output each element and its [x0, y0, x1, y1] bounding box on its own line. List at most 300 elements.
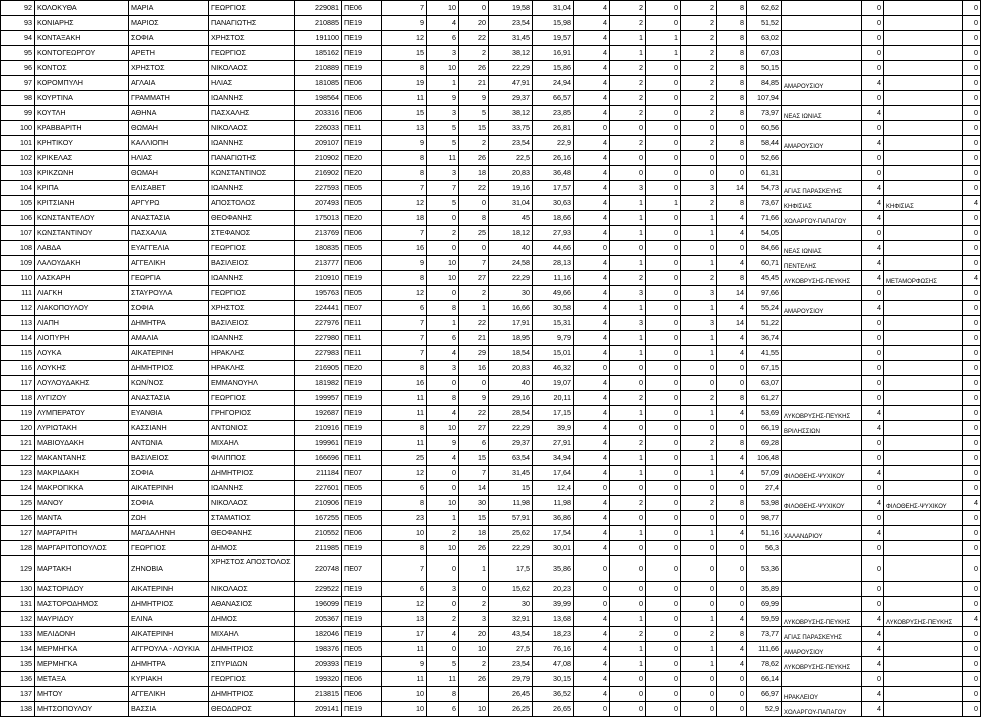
- criterion-cell: 0: [681, 376, 717, 391]
- service-score-cell: 17,5: [489, 556, 533, 582]
- other-score-cell: 36,52: [533, 687, 574, 702]
- days-cell: 18: [459, 526, 489, 541]
- years-cell: 16: [382, 376, 427, 391]
- specialty-cell: ΠΕ19: [342, 657, 382, 672]
- municipality-2-points-cell: 0: [963, 181, 981, 196]
- criterion-cell: 3: [681, 286, 717, 301]
- row-number: 114: [1, 331, 35, 346]
- total-score-cell: 53,36: [747, 556, 782, 582]
- table-row: [1, 226, 981, 241]
- criterion-cell: 0: [717, 151, 747, 166]
- total-score-cell: 54,05: [747, 226, 782, 241]
- criterion-cell: 2: [681, 196, 717, 211]
- days-cell: 2: [459, 286, 489, 301]
- other-score-cell: 27,93: [533, 226, 574, 241]
- criterion-cell: 4: [574, 91, 610, 106]
- registry-code-cell: 227593: [295, 181, 342, 196]
- registry-code-cell: 166696: [295, 451, 342, 466]
- father-name-cell: ΜΙΧΑΗΛ: [209, 436, 295, 451]
- first-name-cell: ΑΝΑΣΤΑΣΙΑ: [129, 211, 209, 226]
- municipality-1-cell: [782, 271, 862, 286]
- years-cell: 11: [382, 406, 427, 421]
- municipality-label: ΑΜΑΡΟΥΣΙΟΥ: [784, 309, 824, 315]
- municipality-2-points-cell: 0: [963, 421, 981, 436]
- father-name-cell: ΑΘΑΝΑΣΙΟΣ: [209, 597, 295, 612]
- service-score-cell: 18,12: [489, 226, 533, 241]
- criterion-cell: 1: [681, 301, 717, 316]
- registry-code-cell: 180835: [295, 241, 342, 256]
- municipality-1-points-cell: 0: [862, 46, 884, 61]
- years-cell: 11: [382, 91, 427, 106]
- other-score-cell: 26,81: [533, 121, 574, 136]
- specialty-cell: ΠΕ19: [342, 627, 382, 642]
- municipality-2-cell: [884, 226, 963, 241]
- row-number: 136: [1, 672, 35, 687]
- municipality-label: ΛΥΚΟΒΡΥΣΗΣ-ΠΕΥΚΗΣ: [886, 620, 953, 626]
- criterion-cell: 4: [717, 346, 747, 361]
- criterion-cell: 2: [610, 61, 646, 76]
- specialty-cell: ΠΕ20: [342, 361, 382, 376]
- registry-code-cell: 227980: [295, 331, 342, 346]
- criterion-cell: 0: [610, 702, 646, 717]
- years-cell: 7: [382, 331, 427, 346]
- table-row: [1, 211, 981, 226]
- specialty-cell: ΠΕ06: [342, 226, 382, 241]
- months-cell: 10: [427, 271, 459, 286]
- municipality-label: ΛΥΚΟΒΡΥΣΗΣ-ΠΕΥΚΗΣ: [784, 279, 851, 285]
- surname-cell: ΜΑΡΓΑΡΙΤΗ: [35, 526, 129, 541]
- days-cell: 2: [459, 597, 489, 612]
- years-cell: 19: [382, 76, 427, 91]
- municipality-2-cell: [884, 406, 963, 421]
- father-name-cell: ΒΑΣΙΛΕΙΟΣ: [209, 256, 295, 271]
- specialty-cell: ΠΕ11: [342, 346, 382, 361]
- row-number: 107: [1, 226, 35, 241]
- surname-cell: ΚΡΙΚΕΛΑΣ: [35, 151, 129, 166]
- years-cell: 12: [382, 466, 427, 481]
- days-cell: 7: [459, 256, 489, 271]
- municipality-1-cell: [782, 657, 862, 672]
- municipality-1-points-cell: 4: [862, 526, 884, 541]
- criterion-cell: 1: [610, 526, 646, 541]
- criterion-cell: 0: [646, 301, 681, 316]
- municipality-label: ΦΙΛΟΘΕΗΣ-ΨΥΧΙΚΟΥ: [784, 474, 845, 480]
- first-name-cell: ΑΓΓΡΟΥΛΑ - ΛΟΥΚΙΑ: [129, 642, 209, 657]
- months-cell: 4: [427, 406, 459, 421]
- municipality-2-cell: [884, 31, 963, 46]
- first-name-cell: ΖΗΝΟΒΙΑ: [129, 556, 209, 582]
- years-cell: 17: [382, 627, 427, 642]
- total-score-cell: 27,4: [747, 481, 782, 496]
- criterion-cell: 4: [717, 331, 747, 346]
- specialty-cell: ΠΕ06: [342, 687, 382, 702]
- months-cell: 10: [427, 496, 459, 511]
- months-cell: 4: [427, 16, 459, 31]
- criterion-cell: 1: [610, 657, 646, 672]
- surname-cell: ΚΟΥΤΛΗ: [35, 106, 129, 121]
- registry-code-cell: 213777: [295, 256, 342, 271]
- table-row: [1, 466, 981, 481]
- municipality-2-points-cell: 0: [963, 286, 981, 301]
- specialty-cell: ΠΕ19: [342, 271, 382, 286]
- first-name-cell: ΕΛΙΣΑΒΕΤ: [129, 181, 209, 196]
- criterion-cell: 2: [610, 106, 646, 121]
- municipality-2-cell: [884, 256, 963, 271]
- criterion-cell: 0: [717, 582, 747, 597]
- months-cell: 8: [427, 687, 459, 702]
- days-cell: 16: [459, 361, 489, 376]
- municipality-2-points-cell: 0: [963, 256, 981, 271]
- father-name-cell: ΙΩΑΝΝΗΣ: [209, 91, 295, 106]
- criterion-cell: 0: [646, 256, 681, 271]
- father-name-cell: ΙΩΑΝΝΗΣ: [209, 331, 295, 346]
- months-cell: 0: [427, 286, 459, 301]
- total-score-cell: 57,09: [747, 466, 782, 481]
- years-cell: 6: [382, 301, 427, 316]
- years-cell: 10: [382, 687, 427, 702]
- years-cell: 7: [382, 556, 427, 582]
- months-cell: 3: [427, 46, 459, 61]
- municipality-1-cell: [782, 241, 862, 256]
- other-score-cell: 18,66: [533, 211, 574, 226]
- days-cell: 3: [459, 612, 489, 627]
- row-number: 126: [1, 511, 35, 526]
- specialty-cell: ΠΕ19: [342, 61, 382, 76]
- criterion-cell: 1: [610, 451, 646, 466]
- criterion-cell: 0: [574, 597, 610, 612]
- criterion-cell: 1: [610, 211, 646, 226]
- criterion-cell: 0: [646, 16, 681, 31]
- registry-code-cell: 203316: [295, 106, 342, 121]
- total-score-cell: 106,48: [747, 451, 782, 466]
- months-cell: 9: [427, 91, 459, 106]
- criterion-cell: 2: [610, 16, 646, 31]
- municipality-1-cell: [782, 181, 862, 196]
- municipality-2-cell: [884, 196, 963, 211]
- row-number: 98: [1, 91, 35, 106]
- municipality-1-cell: [782, 496, 862, 511]
- registry-code-cell: 210906: [295, 496, 342, 511]
- table-row: [1, 151, 981, 166]
- specialty-cell: ΠΕ20: [342, 211, 382, 226]
- surname-cell: ΚΟΡΟΜΠΥΛΗ: [35, 76, 129, 91]
- total-score-cell: 51,22: [747, 316, 782, 331]
- criterion-cell: 4: [574, 496, 610, 511]
- municipality-2-points-cell: 0: [963, 46, 981, 61]
- municipality-1-cell: [782, 1, 862, 16]
- municipality-1-cell: [782, 121, 862, 136]
- specialty-cell: ΠΕ06: [342, 256, 382, 271]
- criterion-cell: 2: [610, 627, 646, 642]
- criterion-cell: 14: [717, 286, 747, 301]
- municipality-2-cell: [884, 346, 963, 361]
- criterion-cell: 0: [610, 376, 646, 391]
- row-number: 94: [1, 31, 35, 46]
- specialty-cell: ΠΕ19: [342, 582, 382, 597]
- criterion-cell: 1: [610, 642, 646, 657]
- days-cell: 0: [459, 196, 489, 211]
- criterion-cell: 3: [681, 181, 717, 196]
- specialty-cell: ΠΕ11: [342, 331, 382, 346]
- specialty-cell: ΠΕ11: [342, 316, 382, 331]
- surname-cell: ΜΑΝΤΑ: [35, 511, 129, 526]
- table-row: [1, 316, 981, 331]
- father-name-cell: ΑΠΟΣΤΟΛΟΣ: [209, 196, 295, 211]
- service-score-cell: 25,62: [489, 526, 533, 541]
- row-number: 105: [1, 196, 35, 211]
- days-cell: 26: [459, 151, 489, 166]
- total-score-cell: 53,69: [747, 406, 782, 421]
- other-score-cell: 35,86: [533, 556, 574, 582]
- specialty-cell: ΠΕ05: [342, 642, 382, 657]
- criterion-cell: 2: [610, 436, 646, 451]
- criterion-cell: 0: [646, 481, 681, 496]
- total-score-cell: 56,3: [747, 541, 782, 556]
- father-name-cell: ΣΤΕΦΑΝΟΣ: [209, 226, 295, 241]
- surname-cell: ΜΑΒΙΟΥΔΑΚΗ: [35, 436, 129, 451]
- criterion-cell: 4: [574, 511, 610, 526]
- surname-cell: ΚΟΛΟΚΥΘΑ: [35, 1, 129, 16]
- total-score-cell: 67,15: [747, 361, 782, 376]
- years-cell: 8: [382, 421, 427, 436]
- days-cell: 20: [459, 16, 489, 31]
- first-name-cell: ΓΕΩΡΓΙΑ: [129, 271, 209, 286]
- municipality-2-points-cell: 0: [963, 376, 981, 391]
- criterion-cell: 2: [681, 136, 717, 151]
- total-score-cell: 62,62: [747, 1, 782, 16]
- criterion-cell: 1: [681, 226, 717, 241]
- specialty-cell: ΠΕ20: [342, 166, 382, 181]
- specialty-cell: ΠΕ06: [342, 526, 382, 541]
- first-name-cell: ΔΗΜΗΤΡΑ: [129, 316, 209, 331]
- criterion-cell: 4: [574, 166, 610, 181]
- row-number: 103: [1, 166, 35, 181]
- table-row: [1, 106, 981, 121]
- table-row: [1, 436, 981, 451]
- criterion-cell: 4: [717, 642, 747, 657]
- first-name-cell: ΘΩΜΑΗ: [129, 166, 209, 181]
- criterion-cell: 0: [610, 511, 646, 526]
- specialty-cell: ΠΕ11: [342, 451, 382, 466]
- criterion-cell: 0: [646, 391, 681, 406]
- table-row: [1, 556, 981, 582]
- criterion-cell: 1: [610, 46, 646, 61]
- service-score-cell: 22,29: [489, 61, 533, 76]
- municipality-1-points-cell: 4: [862, 421, 884, 436]
- registry-code-cell: 210916: [295, 421, 342, 436]
- table-row: [1, 61, 981, 76]
- municipality-1-cell: [782, 361, 862, 376]
- days-cell: 26: [459, 672, 489, 687]
- service-score-cell: 22,29: [489, 541, 533, 556]
- criterion-cell: 8: [717, 31, 747, 46]
- other-score-cell: 49,66: [533, 286, 574, 301]
- table-row: [1, 16, 981, 31]
- days-cell: 0: [459, 1, 489, 16]
- municipality-2-cell: [884, 466, 963, 481]
- months-cell: 10: [427, 421, 459, 436]
- criterion-cell: 0: [646, 627, 681, 642]
- service-score-cell: 17,91: [489, 316, 533, 331]
- service-score-cell: 18,95: [489, 331, 533, 346]
- years-cell: 13: [382, 121, 427, 136]
- other-score-cell: 39,99: [533, 597, 574, 612]
- table-row: [1, 657, 981, 672]
- registry-code-cell: 199961: [295, 436, 342, 451]
- criterion-cell: 0: [610, 582, 646, 597]
- first-name-cell: ΒΑΣΣΙΑ: [129, 702, 209, 717]
- days-cell: 8: [459, 211, 489, 226]
- years-cell: 11: [382, 391, 427, 406]
- first-name-cell: ΑΓΓΕΛΙΚΗ: [129, 687, 209, 702]
- first-name-cell: ΑΓΓΕΛΙΚΗ: [129, 256, 209, 271]
- criterion-cell: 0: [574, 241, 610, 256]
- father-name-cell: ΙΩΑΝΝΗΣ: [209, 181, 295, 196]
- other-score-cell: 15,31: [533, 316, 574, 331]
- total-score-cell: 60,71: [747, 256, 782, 271]
- municipality-2-cell: [884, 136, 963, 151]
- registry-code-cell: 226033: [295, 121, 342, 136]
- criterion-cell: 8: [717, 61, 747, 76]
- criterion-cell: 0: [610, 361, 646, 376]
- criterion-cell: 0: [646, 166, 681, 181]
- municipality-2-cell: [884, 1, 963, 16]
- municipality-2-points-cell: 0: [963, 526, 981, 541]
- municipality-label: ΧΟΛΑΡΓΟΥ-ΠΑΠΑΓΟΥ: [784, 219, 847, 225]
- father-name-cell: ΓΕΩΡΓΙΟΣ: [209, 241, 295, 256]
- municipality-1-points-cell: 4: [862, 642, 884, 657]
- municipality-2-cell: [884, 612, 963, 627]
- criterion-cell: 0: [717, 361, 747, 376]
- table-row: [1, 76, 981, 91]
- surname-cell: ΛΙΑΠΗ: [35, 316, 129, 331]
- municipality-1-cell: [782, 642, 862, 657]
- criterion-cell: 0: [610, 541, 646, 556]
- surname-cell: ΚΟΝΙΑΡΗΣ: [35, 16, 129, 31]
- row-number: 113: [1, 316, 35, 331]
- criterion-cell: 2: [610, 1, 646, 16]
- father-name-cell: ΙΩΑΝΝΗΣ: [209, 271, 295, 286]
- total-score-cell: 71,66: [747, 211, 782, 226]
- other-score-cell: 11,16: [533, 271, 574, 286]
- municipality-2-points-cell: 4: [963, 196, 981, 211]
- municipality-2-points-cell: 0: [963, 211, 981, 226]
- surname-cell: ΛΙΑΚΟΠΟΥΛΟΥ: [35, 301, 129, 316]
- municipality-1-points-cell: 4: [862, 657, 884, 672]
- municipality-2-points-cell: 0: [963, 106, 981, 121]
- other-score-cell: 66,57: [533, 91, 574, 106]
- row-number: 134: [1, 642, 35, 657]
- father-name-cell: ΙΩΑΝΝΗΣ: [209, 481, 295, 496]
- criterion-cell: 4: [717, 657, 747, 672]
- father-name-cell: ΔΗΜΟΣ: [209, 541, 295, 556]
- registry-code-cell: 220748: [295, 556, 342, 582]
- surname-cell: ΜΕΡΜΗΓΚΑ: [35, 657, 129, 672]
- first-name-cell: ΕΛΙΝΑ: [129, 612, 209, 627]
- father-name-cell: ΗΛΙΑΣ: [209, 76, 295, 91]
- municipality-1-points-cell: 4: [862, 271, 884, 286]
- municipality-1-points-cell: 0: [862, 511, 884, 526]
- father-name-cell: ΗΡΑΚΛΗΣ: [209, 346, 295, 361]
- criterion-cell: 0: [574, 121, 610, 136]
- row-number: 117: [1, 376, 35, 391]
- months-cell: 0: [427, 642, 459, 657]
- days-cell: 6: [459, 436, 489, 451]
- municipality-1-points-cell: 4: [862, 76, 884, 91]
- row-number: 120: [1, 421, 35, 436]
- criterion-cell: 1: [681, 612, 717, 627]
- criterion-cell: 0: [681, 687, 717, 702]
- municipality-1-points-cell: 0: [862, 151, 884, 166]
- table-row: [1, 406, 981, 421]
- father-name-cell: ΧΡΗΣΤΟΣ ΑΠΟΣΤΟΛΟΣ: [209, 556, 295, 582]
- criterion-cell: 2: [610, 496, 646, 511]
- criterion-cell: 1: [610, 31, 646, 46]
- criterion-cell: 0: [646, 582, 681, 597]
- municipality-1-points-cell: 4: [862, 256, 884, 271]
- municipality-label: ΑΓΙΑΣ ΠΑΡΑΣΚΕΥΗΣ: [784, 635, 843, 641]
- municipality-2-cell: [884, 61, 963, 76]
- row-number: 104: [1, 181, 35, 196]
- first-name-cell: ΘΩΜΑΗ: [129, 121, 209, 136]
- municipality-2-points-cell: 0: [963, 597, 981, 612]
- municipality-2-cell: [884, 702, 963, 717]
- municipality-1-cell: [782, 511, 862, 526]
- criterion-cell: 0: [646, 496, 681, 511]
- years-cell: 6: [382, 582, 427, 597]
- municipality-2-points-cell: 0: [963, 76, 981, 91]
- criterion-cell: 0: [681, 702, 717, 717]
- municipality-1-cell: [782, 391, 862, 406]
- days-cell: 30: [459, 496, 489, 511]
- municipality-1-cell: [782, 627, 862, 642]
- row-number: 122: [1, 451, 35, 466]
- father-name-cell: ΘΕΟΦΑΝΗΣ: [209, 526, 295, 541]
- specialty-cell: ΠΕ06: [342, 91, 382, 106]
- criterion-cell: 0: [610, 672, 646, 687]
- first-name-cell: ΗΛΙΑΣ: [129, 151, 209, 166]
- other-score-cell: 30,63: [533, 196, 574, 211]
- table-row: [1, 391, 981, 406]
- other-score-cell: 15,01: [533, 346, 574, 361]
- surname-cell: ΜΗΤΣΟΠΟΥΛΟΥ: [35, 702, 129, 717]
- criterion-cell: 0: [610, 151, 646, 166]
- municipality-2-cell: [884, 451, 963, 466]
- municipality-1-points-cell: 0: [862, 121, 884, 136]
- table-row: [1, 1, 981, 16]
- years-cell: 25: [382, 451, 427, 466]
- father-name-cell: ΘΕΟΦΑΝΗΣ: [209, 211, 295, 226]
- days-cell: 22: [459, 316, 489, 331]
- criterion-cell: 0: [646, 316, 681, 331]
- row-number: 102: [1, 151, 35, 166]
- total-score-cell: 51,16: [747, 526, 782, 541]
- municipality-label: ΠΕΝΤΕΛΗΣ: [784, 264, 817, 270]
- days-cell: 26: [459, 541, 489, 556]
- row-number: 99: [1, 106, 35, 121]
- municipality-1-points-cell: 0: [862, 346, 884, 361]
- months-cell: 7: [427, 181, 459, 196]
- surname-cell: ΜΕΛΙΔΟΝΗ: [35, 627, 129, 642]
- municipality-2-points-cell: 0: [963, 657, 981, 672]
- municipality-2-cell: [884, 421, 963, 436]
- months-cell: 4: [427, 346, 459, 361]
- service-score-cell: 38,12: [489, 106, 533, 121]
- months-cell: 5: [427, 657, 459, 672]
- other-score-cell: 17,64: [533, 466, 574, 481]
- other-score-cell: 16,91: [533, 46, 574, 61]
- total-score-cell: 66,19: [747, 421, 782, 436]
